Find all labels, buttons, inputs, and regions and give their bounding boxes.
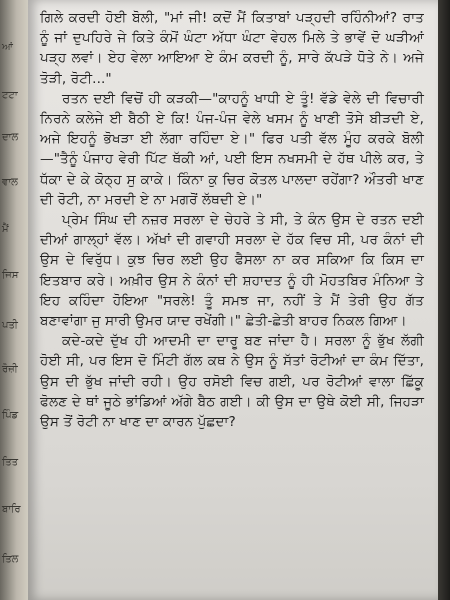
left-page-fragment: ਤਿਲ — [2, 554, 19, 565]
left-page-fragment: ਟਟਾ — [2, 90, 18, 101]
left-page-fragment: ਪਤੀ — [2, 320, 18, 331]
left-page-fragment: ਆਂ — [2, 42, 13, 53]
paragraph: ਕਦੇ-ਕਦੇ ਦੁੱਖ ਹੀ ਆਦਮੀ ਦਾ ਦਾਰੂ ਬਣ ਜਾਂਦਾ ਹੈ। ਸਰਲਾ ਨੂੰ ਭੁੱਖ ਲੱਗੀ ਹੋਈ ਸੀ, ਪਰ ਇਸ ਦੋ ਮਿੰਟੀ ਗੱਲ ਕਥ ਨੇ ਉਸ ਨੂੰ ਸੱਤਾਂ ਰੋਟੀਆਂ ਦਾ ਕੰਮ ਦਿੱਤਾ, ਉਸ ਦੀ ਭੁੱਖ ਜਾਂਦੀ ਰਹੀ। ਉਹ ਰਸੋਈ ਵਿਚ ਗਈ, ਪਰ ਰੋਟੀਆਂ ਵਾਲਾ ਛਿੱਕੂ ਫੋਲਣ ਦੇ ਥਾਂ ਜੂਠੇ ਭਾਂਡਿਆਂ ਅੱਗੇ ਬੈਠ ਗਈ। ਕੀ ਉਸ ਦਾ ਉਥੇ ਕੋਈ ਸੀ, ਜਿਹੜਾ ਉਸ ਤੋਂ ਰੋਟੀ ਨਾ ਖਾਣ ਦਾ ਕਾਰਨ ਪੁੱਛਦਾ? — [40, 333, 424, 431]
left-page-fragment: ਵਾਲ — [2, 177, 18, 188]
page-body — [40, 8, 424, 432]
left-page-fragment: ਜਿਸ — [2, 270, 19, 281]
left-page-fragment: ਪਿੰਡ — [2, 410, 19, 421]
paragraph: ਪ੍ਰੇਮ ਸਿੰਘ ਦੀ ਨਜ਼ਰ ਸਰਲਾ ਦੇ ਚੇਹਰੇ ਤੇ ਸੀ, ਤੇ ਕੰਨ ਉਸ ਦੇ ਰਤਨ ਦਈ ਦੀਆਂ ਗਾਲ੍ਹਾਂ ਵੱਲ। ਅੱਖਾਂ ਦੀ ਗਵਾਹੀ ਸਰਲਾ ਦੇ ਹੱਕ ਵਿਚ ਸੀ, ਪਰ ਕੰਨਾਂ ਦੀ ਉਸ ਦੇ ਵਿਰੁੱਧ। ਕੁਝ ਚਿਰ ਲਈ ਉਹ ਫੈਸਲਾ ਨਾ ਕਰ ਸਕਿਆ ਕਿ ਕਿਸ ਦਾ ਇਤਬਾਰ ਕਰੇ। ਅਖ਼ੀਰ ਉਸ ਨੇ ਕੰਨਾਂ ਦੀ ਸ਼ਹਾਦਤ ਨੂੰ ਹੀ ਮੋਹਤਬਿਰ ਮੰਨਿਆ ਤੇ ਇਹ ਕਹਿੰਦਾ ਹੋਇਆ "ਸਰਲੇ! ਤੂੰ ਸਮਝ ਜਾ, ਨਹੀਂ ਤੇ ਮੈਂ ਤੇਰੀ ਉਹ ਗੱਤ ਬਣਾਵਾਂਗਾ ਜੁ ਸਾਰੀ ਉਮਰ ਯਾਦ ਰਖੇਂਗੀ।" ਛੇਤੀ-ਛੇਤੀ ਬਾਹਰ ਨਿਕਲ ਗਿਆ। — [40, 212, 424, 330]
paragraph: ਗਿਲੇ ਕਰਦੀ ਹੋਈ ਬੋਲੀ, "ਮਾਂ ਜੀ! ਕਦੋਂ ਮੈਂ ਕਿਤਾਬਾਂ ਪੜ੍ਹਦੀ ਰਹਿੰਨੀਆਂ? ਰਾਤ ਨੂੰ ਜਾਂ ਦੁਪਹਿਰੇ ਜੇ ਕਿਤੇ ਕੰਮੋਂ ਘੰਟਾ ਅੱਧਾ ਘੰਟਾ ਵੇਹਲ ਮਿਲੇ ਤੇ ਭਾਵੇਂ ਦੋ ਘੜੀਆਂ ਪੜ੍ਹ ਲਵਾਂ। ਏਹ ਵੇਲਾ ਆਇਆ ਏ ਕੰਮ ਕਰਦੀ ਨੂੰ, ਸਾਰੇ ਕੱਪੜੇ ਧੋਤੇ ਨੇ। ਅਜੇ ਤੋੜੀ, ਰੋਟੀ..." — [40, 10, 424, 87]
left-page-fragment: ਮੈਂ — [2, 224, 9, 235]
left-page-fragment: ਤਿਤ — [2, 457, 19, 468]
background-edge — [438, 0, 450, 600]
left-page-fragment: ਦਾਲ — [2, 132, 19, 143]
adjacent-page-edge — [0, 0, 30, 600]
book-page — [28, 0, 438, 600]
left-page-fragment: ਬਾਰਿ — [2, 504, 21, 515]
paragraph: ਰਤਨ ਦਈ ਵਿਚੋਂ ਹੀ ਕੜਕੀ—"ਕਾਹਨੂੰ ਖਾਧੀ ਏ ਤੂੰ! ਵੱਡੇ ਵੇਲੇ ਦੀ ਵਿਚਾਰੀ ਨਿਰਨੇ ਕਲੇਜੇ ਈ ਬੈਠੀ ਏ ਕਿ! ਪੰਜ-ਪੰਜ ਵੇਲੇ ਖਸਮ ਨੂੰ ਖਾਣੀ ਤੋਸੇ ਬੀੜਦੀ ਏ, ਅਜੇ ਇਹਨੂੰ ਭੋਖੜਾ ਈ ਲੱਗਾ ਰਹਿੰਦਾ ਏ।" ਫਿਰ ਪਤੀ ਵੱਲ ਮੂੰਹ ਕਰਕੇ ਬੋਲੀ—"ਤੈਨੂੰ ਪੰਜਾਹ ਵੇਰੀ ਪਿੱਟ ਥੱਕੀ ਆਂ, ਪਈ ਇਸ ਨਖਸਮੀ ਦੇ ਹੱਥ ਪੀਲੇ ਕਰ, ਤੇ ਧੱਕਾ ਦੇ ਕੇ ਕੋਠ੍ਹ ਸੁ ਕਾਕੇ। ਕਿੰਨਾ ਕੁ ਚਿਰ ਕੋਤਲ ਪਾਲਦਾ ਰਹੇਂਗਾ? ਔਤਰੀ ਖਾਣ ਦੀ ਰੋਟੀ, ਨਾ ਮਰਦੀ ਏ ਨਾ ਮਗਰੋਂ ਲੱਥਦੀ ਏ।" — [40, 90, 424, 208]
left-page-fragment: ਰੋਜ਼ੀ — [2, 364, 18, 375]
